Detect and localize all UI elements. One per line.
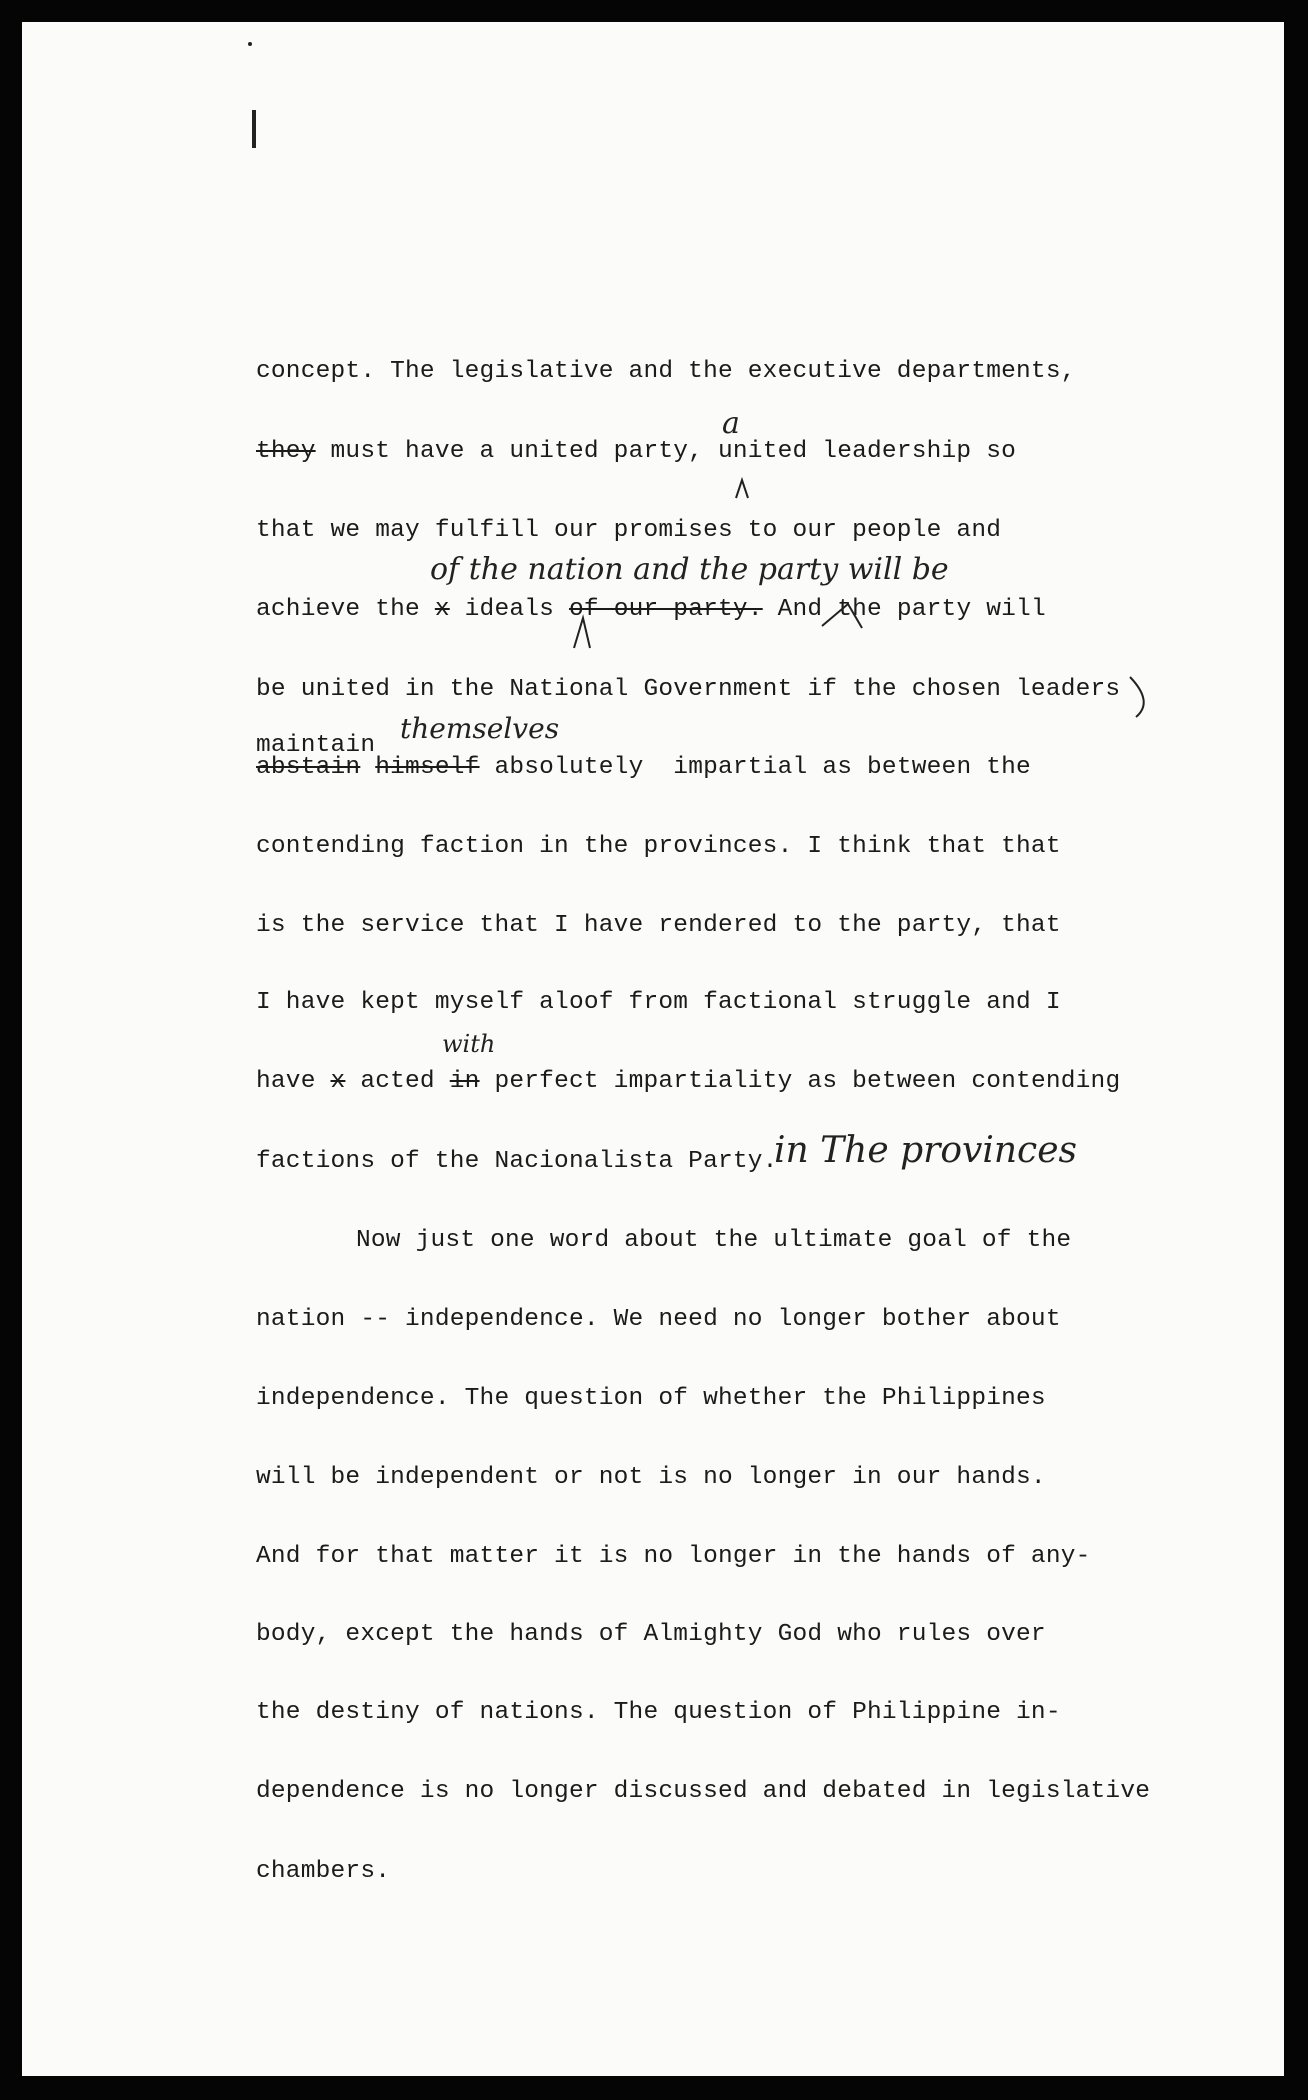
text-line-15: will be independent or not is no longer in our hands. <box>256 1464 1046 1491</box>
struck-abstain: abstain <box>256 754 361 781</box>
margin-dot <box>248 42 252 46</box>
caret-marks <box>22 22 1284 2076</box>
handwritten-with: with <box>442 1030 496 1058</box>
text-line-8: is the service that I have rendered to the party, that <box>256 912 1061 939</box>
struck-word: they <box>256 438 316 465</box>
handwritten-a: a <box>722 406 740 441</box>
struck-x-2: x <box>330 1068 346 1095</box>
text-line-2: they must have a united party, united leadership so <box>256 438 1017 465</box>
text-line-13: nation -- independence. We need no longer bother about <box>256 1306 1061 1333</box>
margin-mark <box>252 110 256 148</box>
text-line-9: I have kept myself aloof from factional struggle and I <box>256 989 1061 1016</box>
text-line-4: achieve the x ideals of our party. And the party will <box>256 596 1046 623</box>
handwritten-of-the-nation: of the nation and the party will be <box>430 552 949 587</box>
struck-in: in <box>449 1068 480 1095</box>
text-line-5: be united in the National Government if the chosen leaders <box>256 676 1121 703</box>
text-line-6: abstain himself absolutely impartial as between the <box>256 754 1031 781</box>
text-line-7: contending faction in the provinces. I think that that <box>256 833 1061 860</box>
text-line-17: body, except the hands of Almighty God who rules over <box>256 1621 1046 1648</box>
struck-phrase: of our party. <box>568 596 763 623</box>
text-line-12: Now just one word about the ultimate goal of the <box>356 1227 1072 1254</box>
struck-x: x <box>434 596 450 623</box>
typed-insert: maintain <box>256 732 376 759</box>
text-line-19: dependence is no longer discussed and debated in legislative <box>256 1778 1151 1805</box>
text-line-3: that we may fulfill our promises to our people and <box>256 517 1002 544</box>
text-line-18: the destiny of nations. The question of Philippine in- <box>256 1699 1061 1726</box>
text-line-20: chambers. <box>256 1858 391 1885</box>
text-line-14: independence. The question of whether the Philippines <box>256 1385 1046 1412</box>
text-line-16: And for that matter it is no longer in the hands of any- <box>256 1543 1091 1570</box>
struck-himself: himself <box>375 754 480 781</box>
text-line-11: factions of the Nacionalista Party. <box>256 1148 778 1175</box>
handwritten-themselves: themselves <box>400 712 560 745</box>
text-line-10: have x acted in perfect impartiality as between contending <box>256 1068 1121 1095</box>
handwritten-in-the-provinces: in The provinces <box>774 1130 1077 1171</box>
text-line-1: concept. The legislative and the executive departments, <box>256 358 1076 385</box>
document-page <box>22 22 1284 2076</box>
